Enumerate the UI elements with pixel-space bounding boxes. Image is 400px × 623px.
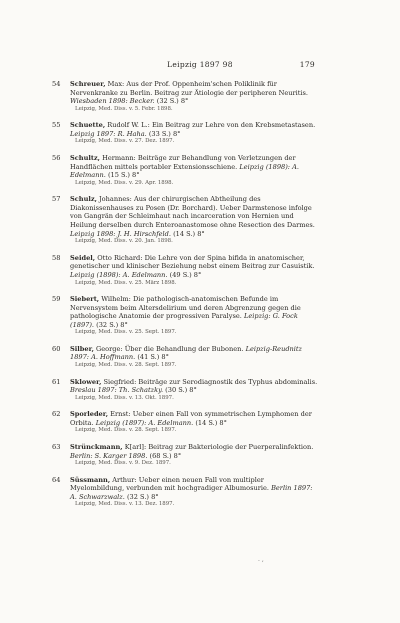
work-title: Beiträge zur Behandlung von Verletzungen der Handflächen mittels portabler Extensionsschiene. [70, 153, 296, 171]
author-given-name: Siegfried: [103, 377, 137, 386]
author-surname: Schulz, [70, 195, 97, 204]
page-count: (32 S.) 8° [126, 492, 159, 501]
publication-info: Leipzig (1897): A. Edelmann. [95, 418, 194, 427]
entry-text [70, 80, 320, 106]
bibliography-entry [52, 254, 320, 287]
dissertation-note: Leipzig, Med. Diss. v. 28. Sept. 1897. [75, 362, 177, 369]
entry-number: 55 [52, 121, 61, 130]
entry-text [70, 345, 320, 362]
entry-number: 60 [52, 344, 61, 353]
page-count: (30 S.) 8° [165, 386, 197, 395]
author-given-name: Otto Richard: [97, 253, 143, 262]
page-count: (14 S.) 8° [173, 229, 205, 238]
publication-info: Leipzig (1898): A. Edelmann. [70, 162, 299, 180]
publication-info: Leipzig: G. Fock (1897). [70, 312, 298, 329]
work-title: Ein Beitrag zur Lehre von den Krebsmetastasen. [151, 121, 316, 130]
author-surname: Seidel, [70, 253, 96, 262]
work-title: Aus der chirurgischen Abtheilung des Diakonissenhauses zu Posen (Dr. Borchard). Ueber Darmstenose infolge von Gangrän der Schleimhaut nach incarceration von Hernien und Heilung derselben durch Enteroanastomose ohne Resection des Darmes. [70, 195, 315, 230]
bibliography-entry [52, 121, 320, 145]
author-given-name: Arthur: [112, 475, 137, 484]
publication-info: Breslau 1897: Th. Schatzky. [70, 386, 164, 395]
page-mark: . , [258, 556, 264, 563]
page-number: 179 [299, 60, 315, 69]
bibliography-entry [52, 443, 320, 467]
page-count: (68 S.) 8° [149, 451, 182, 460]
publication-info: Wiesbaden 1898: Becker. [70, 97, 155, 106]
bibliography-entry [52, 195, 320, 245]
entry-number: 62 [52, 410, 61, 419]
page-header [0, 60, 400, 72]
page-count: (32 S.) 8° [96, 320, 128, 329]
entry-number: 57 [52, 195, 61, 204]
bibliography-list [52, 80, 320, 517]
author-given-name: George: [95, 344, 123, 353]
author-surname: Schuette, [70, 121, 106, 130]
work-title: Die Lehre von der Spina bifida in anatomischer, genetischer und klinischer Beziehung nebst einem Beitrag zur Casuistik. [70, 253, 315, 271]
page-count: (33 S.) 8° [148, 129, 181, 138]
work-title: Aus der Prof. Oppenheim'schen Poliklinik für Nervenkranke zu Berlin. Beitrag zur Ätiologie der peripheren Neuritis. [70, 80, 308, 97]
author-given-name: K[arl]: [124, 442, 147, 451]
author-surname: Schreuer, [70, 80, 106, 88]
work-title: Ueber einen neuen Fall von multipler Myelombildung, verbunden mit hochgradiger Albumosurie. [70, 475, 269, 493]
author-given-name: Max: [107, 80, 125, 88]
entry-text [70, 476, 320, 502]
dissertation-note: Leipzig, Med. Diss. v. 20. Jan. 1898. [75, 238, 173, 245]
work-title: Beiträge zur Serodiagnostik des Typhus abdominalis. [138, 377, 318, 386]
entry-number: 58 [52, 253, 61, 262]
bibliography-entry [52, 345, 320, 369]
entry-number: 56 [52, 153, 61, 162]
entry-text [70, 295, 320, 329]
bibliography-entry [52, 80, 320, 113]
work-title: Ueber einen Fall von symmetrischen Lymphomen der Orbita. [70, 410, 312, 427]
author-surname: Silber, [70, 344, 94, 353]
page-count: (15 S.) 8° [107, 171, 140, 180]
dissertation-note: Leipzig, Med. Diss. v. 25. Sept. 1897. [75, 329, 177, 336]
work-title: Die pathologisch-anatomischen Befunde im Nervensystem beim Altersdelirium und deren Abgrenzung gegen die pathologische Anatomie der progressiven Paralyse. [70, 295, 301, 321]
author-surname: Schultz, [70, 153, 100, 162]
publication-info: Berlin: S. Karger 1898. [70, 451, 148, 460]
dissertation-note: Leipzig, Med. Diss. v. 28. Sept. 1897. [75, 427, 177, 434]
dissertation-note: Leipzig, Med. Diss. v. 25. März 1898. [75, 279, 177, 286]
author-given-name: Johannes: [99, 195, 132, 204]
dissertation-note: Leipzig, Med. Diss. v. 13. Dez. 1897. [75, 501, 175, 508]
dissertation-note: Leipzig, Med. Diss. v. 5. Febr. 1898. [75, 105, 173, 112]
entry-text [70, 410, 320, 427]
page-count: (49 S.) 8° [169, 270, 202, 279]
publication-info: Berlin 1897: A. Schwarzwalz. [70, 484, 313, 501]
author-surname: Strünckmann, [70, 442, 123, 451]
publication-info: Leipzig-Reudnitz 1897: A. Hoffmann. [70, 344, 303, 362]
author-given-name: Hermann: [102, 153, 136, 162]
publication-info: Leipzig 1897: R. Haha. [70, 129, 147, 138]
entry-text [70, 254, 320, 280]
entry-number: 64 [52, 475, 61, 484]
page-count: (32 S.) 8° [156, 97, 189, 106]
page-count: (14 S.) 8° [195, 418, 227, 427]
bibliography-entry [52, 378, 320, 402]
dissertation-note: Leipzig, Med. Diss. v. 29. Apr. 1898. [75, 179, 174, 186]
entry-number: 59 [52, 295, 61, 303]
entry-number: 54 [52, 80, 61, 88]
author-surname: Sklower, [70, 377, 102, 386]
author-given-name: Rudolf W. L.: [107, 121, 150, 130]
publication-info: Leipzig (1898): A. Edelmann. [70, 270, 168, 279]
running-head: Leipzig 1897 98 [167, 60, 233, 69]
bibliography-entry [52, 476, 320, 509]
author-given-name: Ernst: [110, 410, 131, 419]
author-surname: Süssmann, [70, 475, 111, 484]
entry-text [70, 443, 320, 460]
work-title: Beitrag zur Bakteriologie der Puerperalinfektion. [148, 442, 314, 451]
bibliography-entry [52, 410, 320, 434]
author-surname: Siebert, [70, 295, 100, 303]
entry-text [70, 121, 320, 138]
entry-number: 63 [52, 442, 61, 451]
entry-text [70, 195, 320, 238]
entry-number: 61 [52, 377, 61, 386]
dissertation-note: Leipzig, Med. Diss. v. 13. Okt. 1897. [75, 394, 174, 401]
dissertation-note: Leipzig, Med. Diss. v. 27. Dez. 1897. [75, 138, 175, 145]
publication-info: Leipzig 1898: J. H. Hirschfeld. [70, 229, 171, 238]
author-given-name: Wilhelm: [101, 295, 131, 303]
dissertation-note: Leipzig, Med. Diss. v. 9. Dez. 1897. [75, 460, 171, 467]
bibliography-entry [52, 295, 320, 336]
author-surname: Sporleder, [70, 410, 109, 419]
entry-text [70, 154, 320, 180]
work-title: Über die Behandlung der Bubonen. [124, 344, 244, 353]
bibliography-entry [52, 154, 320, 187]
page-count: (41 S.) 8° [137, 353, 169, 362]
entry-text [70, 378, 320, 395]
